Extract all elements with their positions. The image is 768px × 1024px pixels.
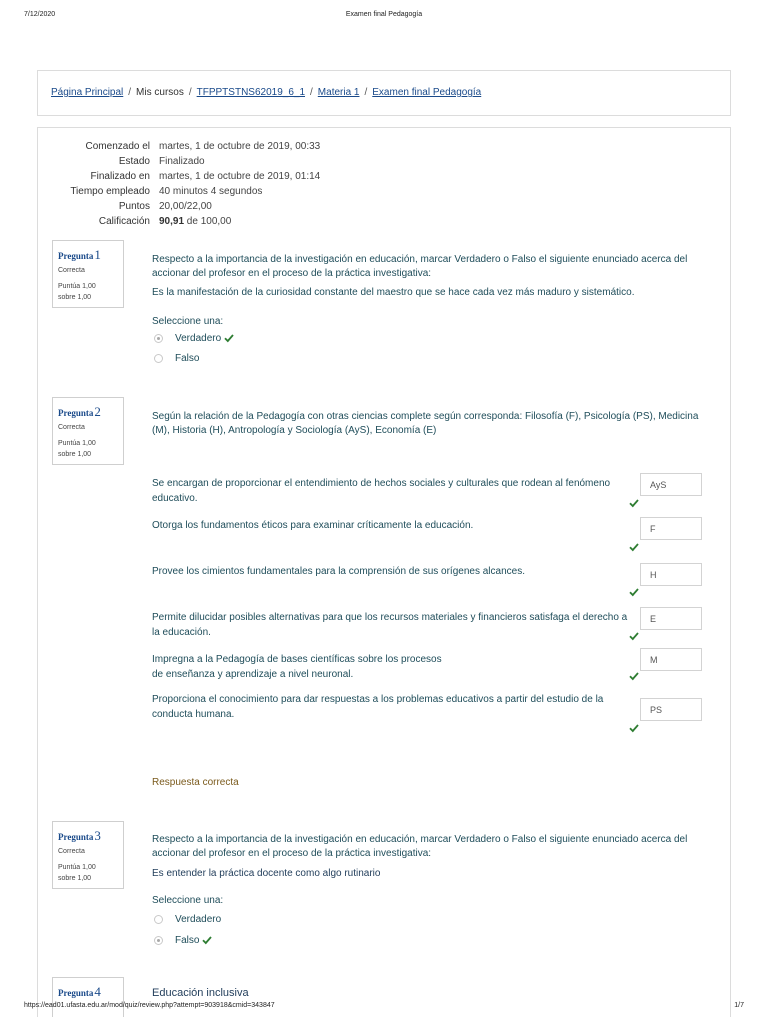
question-3-prompt: Seleccione una: [152, 895, 224, 906]
checkmark-icon [629, 542, 639, 552]
breadcrumb-card [37, 70, 731, 116]
checkmark-icon [629, 631, 639, 641]
breadcrumb-separator: / [364, 87, 368, 98]
match-row-4-text: Permite dilucidar posibles alternativas para que los recursos materiales y financieros satisfaga el derecho a la educación. [152, 612, 628, 638]
question-1-statement: Es la manifestación de la curiosidad constante del maestro que se hace cada vez más maduro y sistemático. [152, 287, 635, 298]
print-date: 7/12/2020 [24, 11, 56, 18]
question-number-value: 3 [94, 828, 101, 843]
question-number [58, 984, 118, 1000]
summary-row-started [38, 141, 731, 156]
question-number [58, 247, 118, 263]
summary-value: 20,00/22,00 [159, 201, 212, 212]
points-earned: Puntúa 1,00 [58, 283, 96, 290]
breadcrumb-separator: / [310, 87, 313, 98]
grade-max: de 100,00 [184, 216, 232, 227]
checkmark-icon [629, 587, 639, 597]
summary-row-finished [38, 171, 731, 186]
option-label: Verdadero [175, 913, 222, 925]
question-label: Pregunta [58, 251, 94, 261]
breadcrumb-my-courses: Mis cursos [136, 87, 184, 98]
question-1-text: Respecto a la importancia de la investigación en educación, marcar Verdadero o Falso el siguiente enunciado acerca del accionar del profesor en el proceso de la práctica investigativa: [152, 254, 688, 279]
radio-selected-icon[interactable] [154, 936, 163, 945]
option-label: Falso [175, 352, 200, 364]
question-label: Pregunta [58, 832, 94, 842]
print-header [0, 11, 768, 23]
summary-key: Estado [118, 156, 150, 167]
breadcrumb-course[interactable]: TFPPTSTNS62019_6_1 [196, 87, 306, 98]
checkmark-icon [224, 333, 234, 343]
breadcrumb-subject[interactable]: Materia 1 [317, 87, 360, 98]
question-1-prompt: Seleccione una: [152, 316, 224, 327]
breadcrumb-separator: / [128, 87, 132, 98]
print-footer [0, 1002, 768, 1014]
points-max: sobre 1,00 [58, 875, 92, 882]
question-number [58, 404, 118, 420]
match-row-2-text: Otorga los fundamentos éticos para examinar críticamente la educación. [152, 520, 474, 531]
points-max: sobre 1,00 [58, 294, 92, 301]
breadcrumb-exam[interactable]: Examen final Pedagogía [372, 87, 482, 98]
question-1-option-true[interactable] [154, 331, 234, 345]
summary-key: Puntos [118, 201, 150, 212]
summary-key: Comenzado el [85, 141, 150, 152]
breadcrumb-home[interactable]: Página Principal [51, 87, 124, 98]
print-url: https://ead01.ufasta.edu.ar/mod/quiz/review.php?attempt=903918&cmid=343847 [24, 1002, 275, 1009]
question-label: Pregunta [58, 988, 94, 998]
radio-icon[interactable] [154, 915, 163, 924]
summary-key: Tiempo empleado [70, 186, 150, 197]
question-points [58, 281, 118, 303]
question-1-info [52, 240, 124, 308]
match-answer-3[interactable]: H [640, 563, 702, 586]
question-status: Correcta [58, 267, 85, 274]
match-row-5-line2: de enseñanza y aprendizaje a nivel neuronal. [152, 669, 354, 680]
match-row-5-line1: Impregna a la Pedagogía de bases científicas sobre los procesos [152, 654, 442, 665]
question-3-statement: Es entender la práctica docente como algo rutinario [152, 868, 381, 879]
option-label: Verdadero [175, 332, 222, 344]
match-row-5-text [152, 652, 632, 682]
question-3-text: Respecto a la importancia de la investigación en educación, marcar Verdadero o Falso el siguiente enunciado acerca del accionar del profesor en el proceso de la práctica investigativa: [152, 834, 688, 859]
match-answer-5[interactable]: M [640, 648, 702, 671]
checkmark-icon [629, 723, 639, 733]
question-number-value: 2 [94, 404, 101, 419]
breadcrumb [51, 87, 481, 98]
question-number [58, 828, 118, 844]
grade-value: 90,91 [159, 216, 185, 227]
match-answer-1[interactable]: AyS [640, 473, 702, 496]
checkmark-icon [202, 935, 212, 945]
question-2-info [52, 397, 124, 465]
summary-value: 40 minutos 4 segundos [159, 186, 263, 197]
summary-row-time-taken [38, 186, 731, 201]
quiz-review-card [37, 127, 731, 1017]
summary-row-points [38, 201, 731, 216]
question-3-option-false[interactable] [154, 933, 212, 947]
summary-value [159, 216, 231, 227]
radio-selected-icon[interactable] [154, 334, 163, 343]
match-answer-4[interactable]: E [640, 607, 702, 630]
print-title: Examen final Pedagogía [345, 11, 423, 18]
match-row-3-text: Provee los cimientos fundamentales para la comprensión de sus orígenes alcances. [152, 566, 525, 577]
question-2-feedback: Respuesta correcta [152, 777, 239, 788]
match-row-6-text: Proporciona el conocimiento para dar respuestas a los problemas educativos a partir del estudio de la conducta humana. [152, 694, 604, 720]
question-status: Correcta [58, 424, 85, 431]
summary-row-grade [38, 216, 731, 231]
summary-key: Calificación [98, 216, 150, 227]
radio-icon[interactable] [154, 354, 163, 363]
summary-key: Finalizado en [90, 171, 150, 182]
points-earned: Puntúa 1,00 [58, 440, 96, 447]
option-label: Falso [175, 934, 200, 946]
summary-value: martes, 1 de octubre de 2019, 01:14 [159, 171, 321, 182]
points-earned: Puntúa 1,00 [58, 864, 96, 871]
question-number-value: 4 [94, 984, 101, 999]
checkmark-icon [629, 671, 639, 681]
match-answer-6[interactable]: PS [640, 698, 702, 721]
question-3-info [52, 821, 124, 889]
print-page-number: 1/7 [734, 1002, 744, 1009]
question-status: Correcta [58, 848, 85, 855]
question-4-title: Educación inclusiva [152, 987, 249, 999]
checkmark-icon [629, 498, 639, 508]
question-label: Pregunta [58, 408, 94, 418]
match-row-1-text: Se encargan de proporcionar el entendimiento de hechos sociales y culturales que rodean al fenómeno educativo. [152, 478, 611, 504]
points-max: sobre 1,00 [58, 451, 92, 458]
summary-row-state [38, 156, 731, 171]
question-3-option-true[interactable] [154, 912, 221, 926]
question-2-text: Según la relación de la Pedagogía con otras ciencias complete según corresponda: Filosofía (F), Psicología (PS), Medicina (M), Historia (H), Antropología y Sociología (AyS), Economía (E) [152, 411, 699, 436]
question-points [58, 438, 118, 460]
question-points [58, 862, 118, 884]
match-answer-2[interactable]: F [640, 517, 702, 540]
summary-value: martes, 1 de octubre de 2019, 00:33 [159, 141, 321, 152]
question-number-value: 1 [94, 247, 101, 262]
summary-value: Finalizado [159, 156, 205, 167]
question-1-option-false[interactable] [154, 351, 199, 365]
breadcrumb-separator: / [188, 87, 192, 98]
